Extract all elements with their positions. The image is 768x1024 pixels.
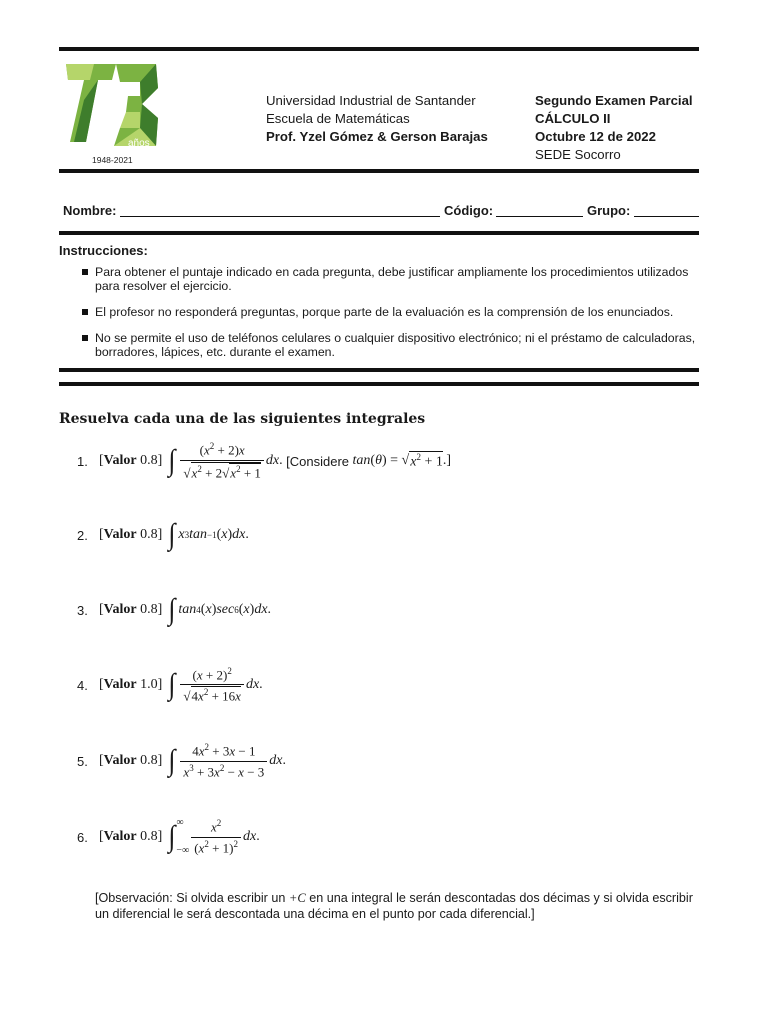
problem-1: 1. [Valor 0.8] ∫ $\frac{(x^2 + 2)x}{√x^2 + 2√x^2 + 1}$ dx . [Considere tan ( θ ) = √ $x^2 + 1$ .] [77,441,452,480]
instruction-item: Para obtener el puntaje indicado en cada pregunta, debe justificar ampliamente los procedimientos utilizados para resolver el ejercicio. [80,265,700,293]
integral-sign: ∫ [168,443,176,478]
instructions-title: Instrucciones: [59,243,148,258]
section-title: Resuelva cada una de las siguientes integrales [59,411,426,427]
problem-hint: [Considere [286,453,350,469]
problem-value: [Valor 0.8] [99,829,163,844]
integrand-fraction: $\frac{(x^2 + 2)x}{√x^2 + 2√x^2 + 1}$ [180,441,264,481]
problem-value: [Valor 0.8] [99,527,163,542]
section-top-rule [59,382,699,386]
school-name: Escuela de Matemáticas [266,111,410,126]
course-name: CÁLCULO II [535,111,611,126]
problem-3: 3. [Valor 0.8] ∫ tan 4 ( x ) sec 6 ( x ) dx . [77,592,272,627]
integral-sign: ∫ [168,517,176,552]
problem-number: 2. [77,527,88,543]
problem-6: 6. [Valor 0.8] ∫ ∞ −∞ $\frac{x^2}{(x^2 + 1)^2}$ dx . [77,817,260,856]
problem-number: 3. [77,602,88,618]
problem-number: 4. [77,677,88,693]
university-info [266,92,488,146]
code-label: Código: [444,203,494,218]
professors: Prof. Yzel Gómez & Gerson Barajas [266,129,488,144]
observation-note [95,890,699,922]
code-field[interactable] [496,216,583,217]
exam-title: Segundo Examen Parcial [535,93,693,108]
problem-value: [Valor 0.8] [99,453,163,468]
problem-number: 5. [77,753,88,769]
exam-site: SEDE Socorro [535,147,621,162]
integral-sign: ∫ [168,819,176,854]
problem-2: 2. [Valor 0.8] ∫ x 3 tan −1 ( x ) dx . [77,517,249,552]
integrand-fraction: $\frac{(x + 2)^2}{√4x^2 + 16x}$ [180,666,244,705]
header-bottom-rule [59,169,699,173]
name-row-bottom-rule [59,231,699,235]
exam-date: Octubre 12 de 2022 [535,129,656,144]
integrand-fraction: $\frac{x^2}{(x^2 + 1)^2}$ [191,818,241,856]
university-anniversary-logo [64,60,164,168]
group-field[interactable] [634,216,699,217]
observation-text-end: en una integral le serán descontadas dos décimas y si olvida escribir un diferencial le será descontada una décima en el punto por cada diferencial.] [95,891,693,921]
problem-value: [Valor 1.0] [99,677,163,692]
problem-number: 6. [77,829,88,845]
problem-value: [Valor 0.8] [99,753,163,768]
observation-math-symbol: +C [288,891,306,905]
observation-text-start: [Observación: Si olvida escribir un [95,891,286,905]
integral-sign: ∫ [168,743,176,778]
university-name: Universidad Industrial de Santander [266,93,476,108]
instruction-item: El profesor no responderá preguntas, porque parte de la evaluación es la comprensión de los enunciados. [80,305,700,319]
logo-suffix: años [128,138,150,149]
instruction-item: No se permite el uso de teléfonos celulares o cualquier dispositivo electrónico; ni el préstamo de calculadoras, borradores, lápices, etc. durante el examen. [80,331,700,359]
name-label: Nombre: [63,203,117,218]
problem-5: 5. [Valor 0.8] ∫ $\frac{4x^2 + 3x - 1}{x^3 + 3x^2 - x - 3}$ dx . [77,742,286,779]
problem-number: 1. [77,453,88,469]
integral-limits: ∞ −∞ [176,817,190,856]
integral-sign: ∫ [168,667,176,702]
logo-years: 1948-2021 [92,155,133,165]
instructions-list [80,265,700,371]
top-rule [59,47,699,51]
problem-value: [Valor 0.8] [99,602,163,617]
integrand-fraction: $\frac{4x^2 + 3x - 1}{x^3 + 3x^2 - x - 3}$ [180,742,267,780]
group-label: Grupo: [587,203,631,218]
exam-info [535,92,693,164]
problem-4: 4. [Valor 1.0] ∫ $\frac{(x + 2)^2}{√4x^2 + 16x}$ dx . [77,665,263,704]
integral-sign: ∫ [168,592,176,627]
name-field[interactable] [120,216,440,217]
